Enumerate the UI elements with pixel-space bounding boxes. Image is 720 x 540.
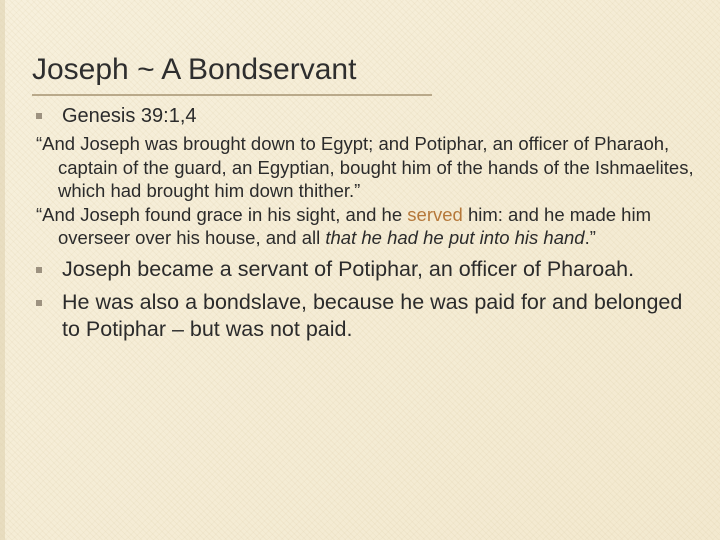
slide-edge <box>0 0 5 540</box>
title-underline <box>32 94 432 96</box>
point-item <box>36 256 696 283</box>
quote2-part2: him: and he made him overseer over his house, and all <box>58 203 651 248</box>
square-bullet-icon <box>36 113 42 119</box>
scripture-quote-2 <box>36 203 696 250</box>
slide-content <box>36 102 696 343</box>
scripture-quote-1: “And Joseph was brought down to Egypt; and Potiphar, an officer of Pharaoh, captain of the guard, an Egyptian, bought him of the hands of the Ishmaelites, which had brought him down thither.” <box>36 133 694 201</box>
point-text: He was also a bondslave, because he was paid for and belonged to Potiphar – but was not paid. <box>62 289 683 341</box>
quote2-italic: that he had he put into his hand <box>325 227 585 248</box>
verse-reference-item <box>36 102 696 130</box>
square-bullet-icon <box>36 267 42 273</box>
quote2-part3: .” <box>584 227 596 248</box>
slide-title: Joseph ~ A Bondservant <box>32 53 357 86</box>
verse-reference: Genesis 39:1,4 <box>62 105 197 127</box>
quote2-highlight: served <box>407 203 463 225</box>
point-text: Joseph became a servant of Potiphar, an officer of Pharoah. <box>62 256 635 281</box>
point-item <box>36 289 696 343</box>
square-bullet-icon <box>36 300 42 306</box>
quote2-part1: “And Joseph found grace in his sight, and he <box>36 203 408 225</box>
